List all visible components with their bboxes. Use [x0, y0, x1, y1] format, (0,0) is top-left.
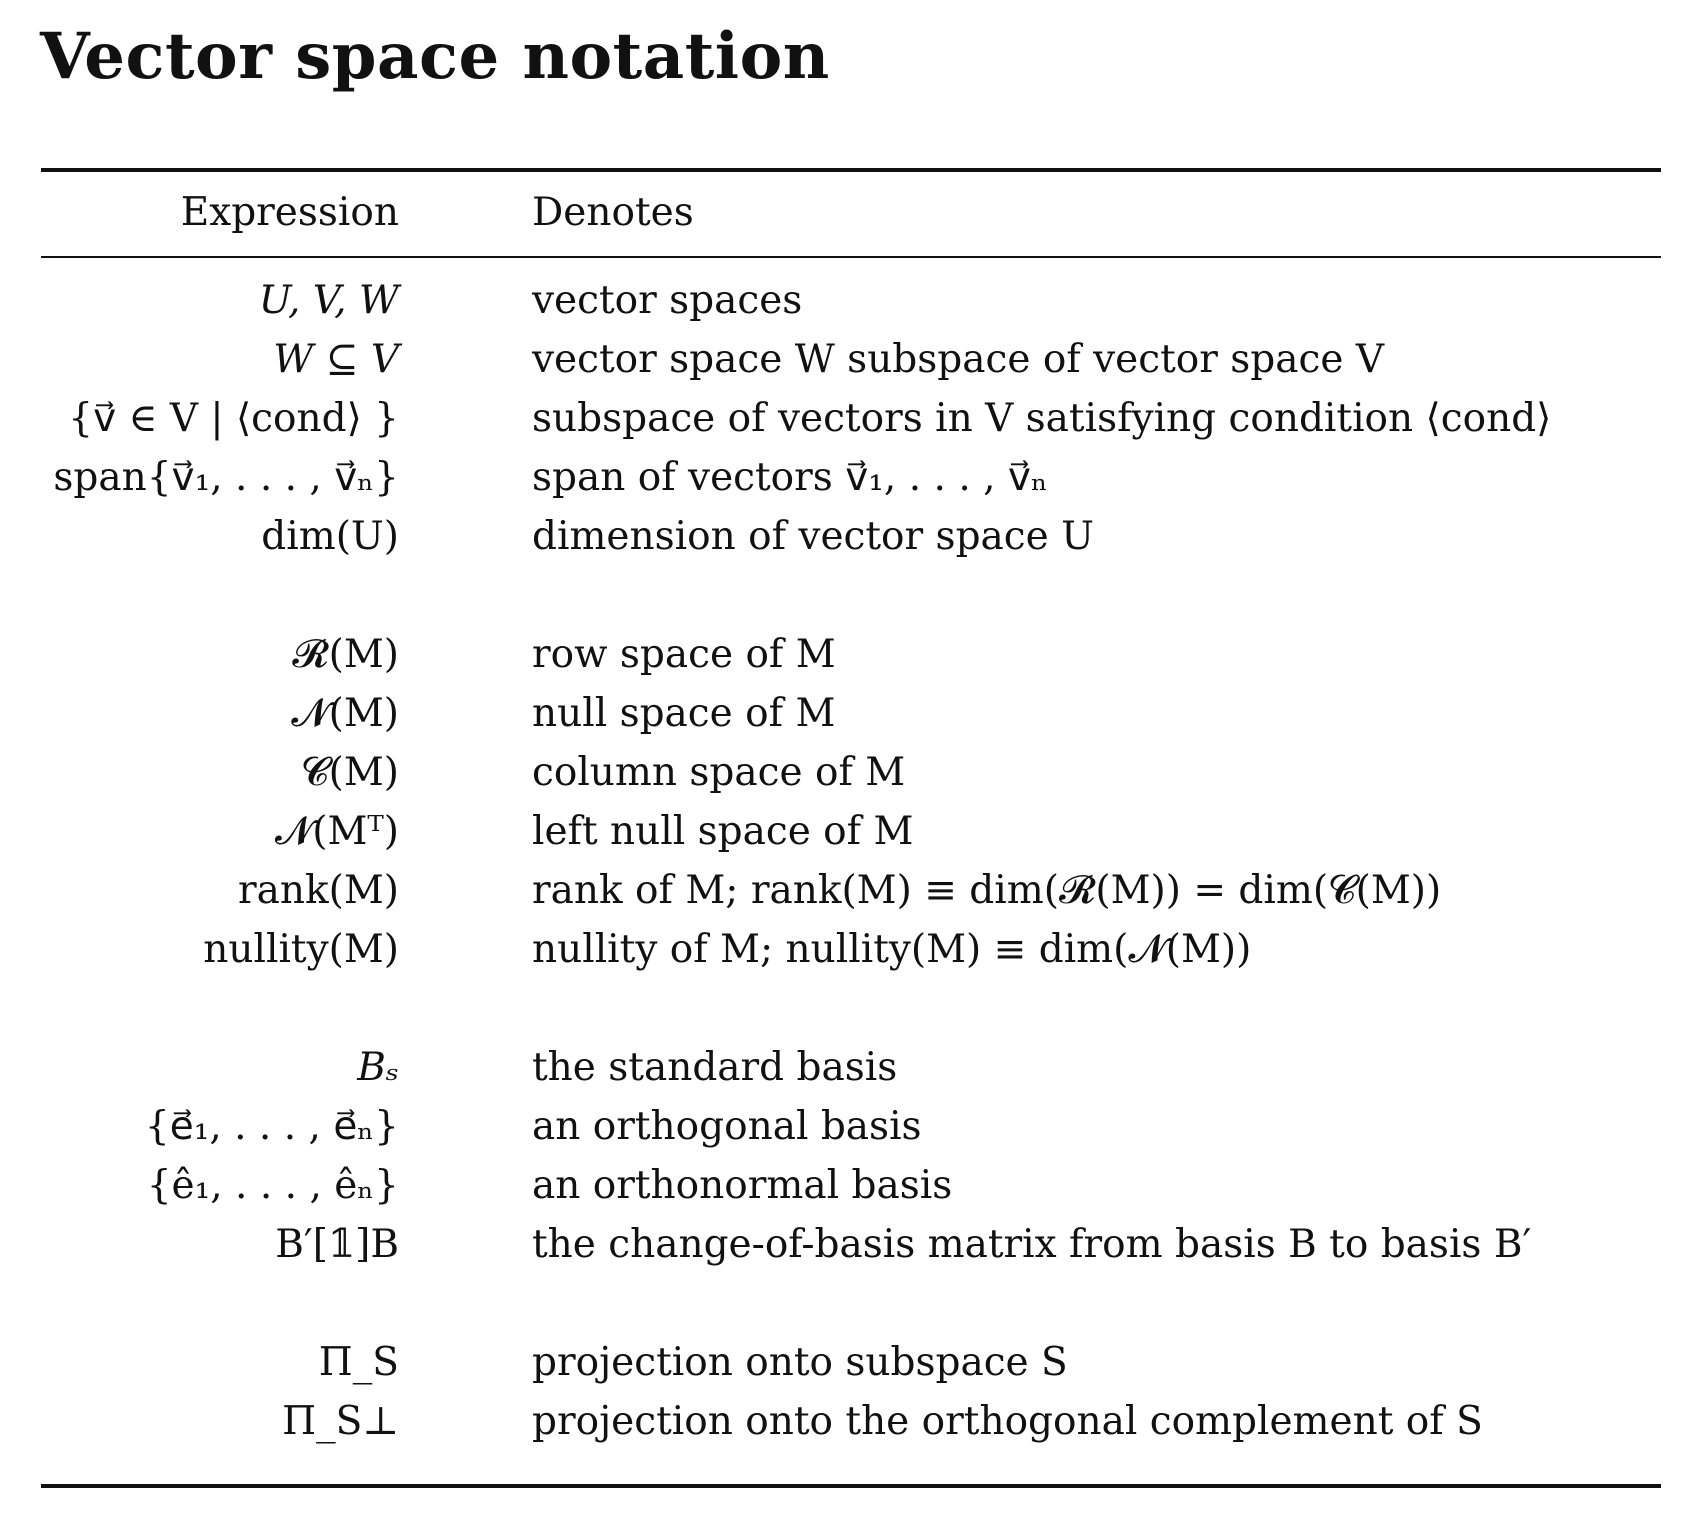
expression-cell: U, V, W [258, 278, 399, 323]
table-row [0, 626, 1694, 684]
denotes-cell: left null space of M [532, 809, 914, 854]
expression-cell: 𝓝(M) [291, 691, 399, 736]
expression-cell: {ê₁, . . . , êₙ} [146, 1163, 399, 1208]
expression-cell: {v⃗ ∈ V | ⟨cond⟩ } [68, 396, 399, 441]
table-row [0, 331, 1694, 389]
denotes-cell: rank of M; rank(M) ≡ dim(𝓡(M)) = dim(𝓒(M)) [532, 868, 1442, 913]
denotes-cell: nullity of M; nullity(M) ≡ dim(𝓝(M)) [532, 927, 1252, 972]
denotes-cell: the change-of-basis matrix from basis B to basis B′ [532, 1222, 1532, 1267]
expression-cell: {e⃗₁, . . . , e⃗ₙ} [144, 1104, 399, 1149]
column-header-denotes: Denotes [532, 190, 694, 235]
expression-cell: Π_S [318, 1340, 399, 1385]
denotes-cell: column space of M [532, 750, 906, 795]
denotes-cell: projection onto the orthogonal complement of S [532, 1399, 1483, 1444]
table-header [0, 188, 1694, 238]
table-row [0, 744, 1694, 802]
expression-cell: 𝓒(M) [301, 750, 399, 795]
table-row [0, 1157, 1694, 1215]
expression-cell: Π_S⊥ [282, 1399, 399, 1444]
table-header-rule [41, 256, 1661, 258]
table-row [0, 921, 1694, 979]
page-title: Vector space notation [40, 19, 830, 94]
expression-cell: 𝓡(M) [292, 632, 399, 677]
table-row [0, 1216, 1694, 1274]
denotes-cell: an orthonormal basis [532, 1163, 953, 1208]
denotes-cell: projection onto subspace S [532, 1340, 1068, 1385]
expression-cell: Bₛ [357, 1045, 399, 1090]
expression-cell: nullity(M) [203, 927, 399, 972]
table-row [0, 449, 1694, 507]
table-row [0, 803, 1694, 861]
denotes-cell: vector space W subspace of vector space V [532, 337, 1385, 382]
expression-cell: W ⊆ V [273, 337, 399, 382]
denotes-cell: vector spaces [532, 278, 803, 323]
denotes-cell: dimension of vector space U [532, 514, 1094, 559]
table-top-rule [41, 168, 1661, 172]
table-row [0, 508, 1694, 566]
denotes-cell: the standard basis [532, 1045, 898, 1090]
table-row [0, 1039, 1694, 1097]
expression-cell: dim(U) [261, 514, 399, 559]
table-row [0, 685, 1694, 743]
denotes-cell: subspace of vectors in V satisfying condition ⟨cond⟩ [532, 396, 1552, 441]
expression-cell: 𝓝(Mᵀ) [274, 809, 399, 854]
expression-cell: span{v⃗₁, . . . , v⃗ₙ} [53, 455, 399, 500]
table-row [0, 862, 1694, 920]
table-row [0, 390, 1694, 448]
table-row [0, 1393, 1694, 1451]
denotes-cell: an orthogonal basis [532, 1104, 922, 1149]
denotes-cell: row space of M [532, 632, 836, 677]
table-row [0, 1098, 1694, 1156]
column-header-expression: Expression [180, 190, 399, 235]
expression-cell: rank(M) [237, 868, 399, 913]
table-row [0, 1334, 1694, 1392]
denotes-cell: null space of M [532, 691, 836, 736]
table-row [0, 272, 1694, 330]
table-bottom-rule [41, 1484, 1661, 1488]
expression-cell: B′[𝟙]B [275, 1222, 399, 1267]
denotes-cell: span of vectors v⃗₁, . . . , v⃗ₙ [532, 455, 1048, 500]
